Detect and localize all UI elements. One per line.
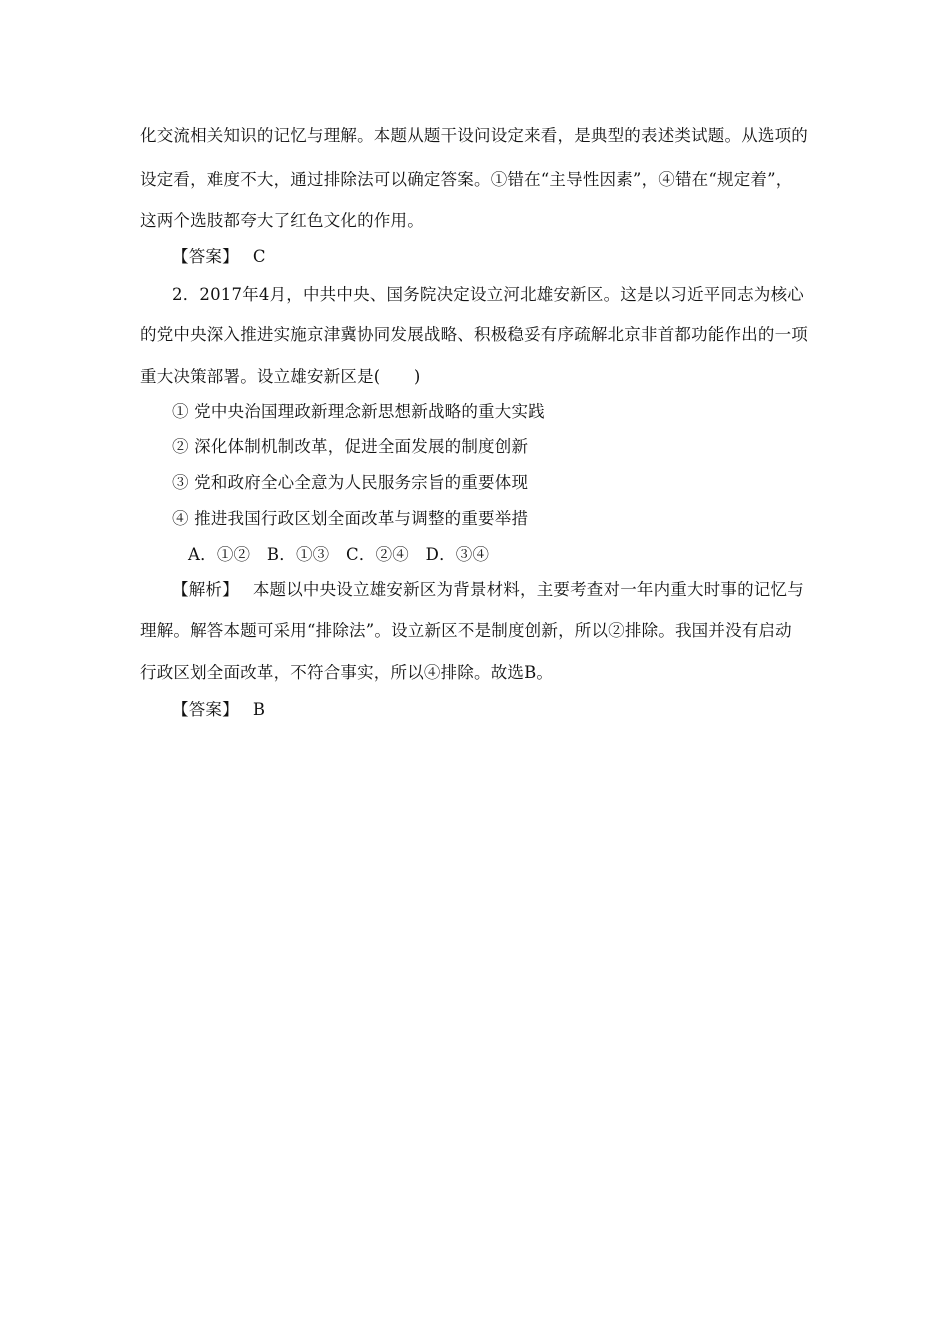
- analysis2-tag: 【解析】: [172, 580, 239, 599]
- answer1-value: C: [252, 247, 266, 266]
- answer1: [172, 247, 852, 267]
- analysis1-line1: 化交流相关知识的记忆与理解。本题从题干设问设定来看，是典型的表述类试题。从选项的: [140, 126, 808, 145]
- analysis2-line3: 行政区划全面改革，不符合事实，所以④排除。故选B。: [140, 663, 554, 682]
- answer2: [172, 700, 852, 720]
- question2-choices: A．①② B．①③ C．②④ D．③④: [188, 545, 490, 564]
- answer2-value: B: [252, 700, 266, 719]
- question2-option-4: ④ 推进我国行政区划全面改革与调整的重要举措: [172, 509, 529, 528]
- analysis1-line3: 这两个选肢都夸大了红色文化的作用。: [140, 211, 424, 230]
- question2-option-2: ② 深化体制机制改革，促进全面发展的制度创新: [172, 437, 529, 456]
- question2-option-1: ① 党中央治国理政新理念新思想新战略的重大实践: [172, 402, 545, 421]
- analysis2-line2: 理解。解答本题可采用“排除法”。设立新区不是制度创新，所以②排除。我国并没有启动: [140, 621, 792, 640]
- question2-line1: 2．2017年4月，中共中央、国务院决定设立河北雄安新区。这是以习近平同志为核心: [172, 285, 804, 304]
- analysis2-line1: [172, 580, 852, 600]
- question2-line3: 重大决策部署。设立雄安新区是( ): [140, 367, 421, 386]
- analysis1-line2: 设定看，难度不大，通过排除法可以确定答案。①错在“主导性因素”，④错在“规定着”，: [140, 170, 793, 189]
- analysis2-line1-text: 本题以中央设立雄安新区为背景材料，主要考查对一年内重大时事的记忆与: [252, 580, 804, 599]
- question2-line2: 的党中央深入推进实施京津冀协同发展战略、积极稳妥有序疏解北京非首都功能作出的一项: [140, 325, 808, 344]
- answer2-tag: 【答案】: [172, 700, 239, 719]
- answer1-tag: 【答案】: [172, 247, 239, 266]
- question2-option-3: ③ 党和政府全心全意为人民服务宗旨的重要体现: [172, 473, 529, 492]
